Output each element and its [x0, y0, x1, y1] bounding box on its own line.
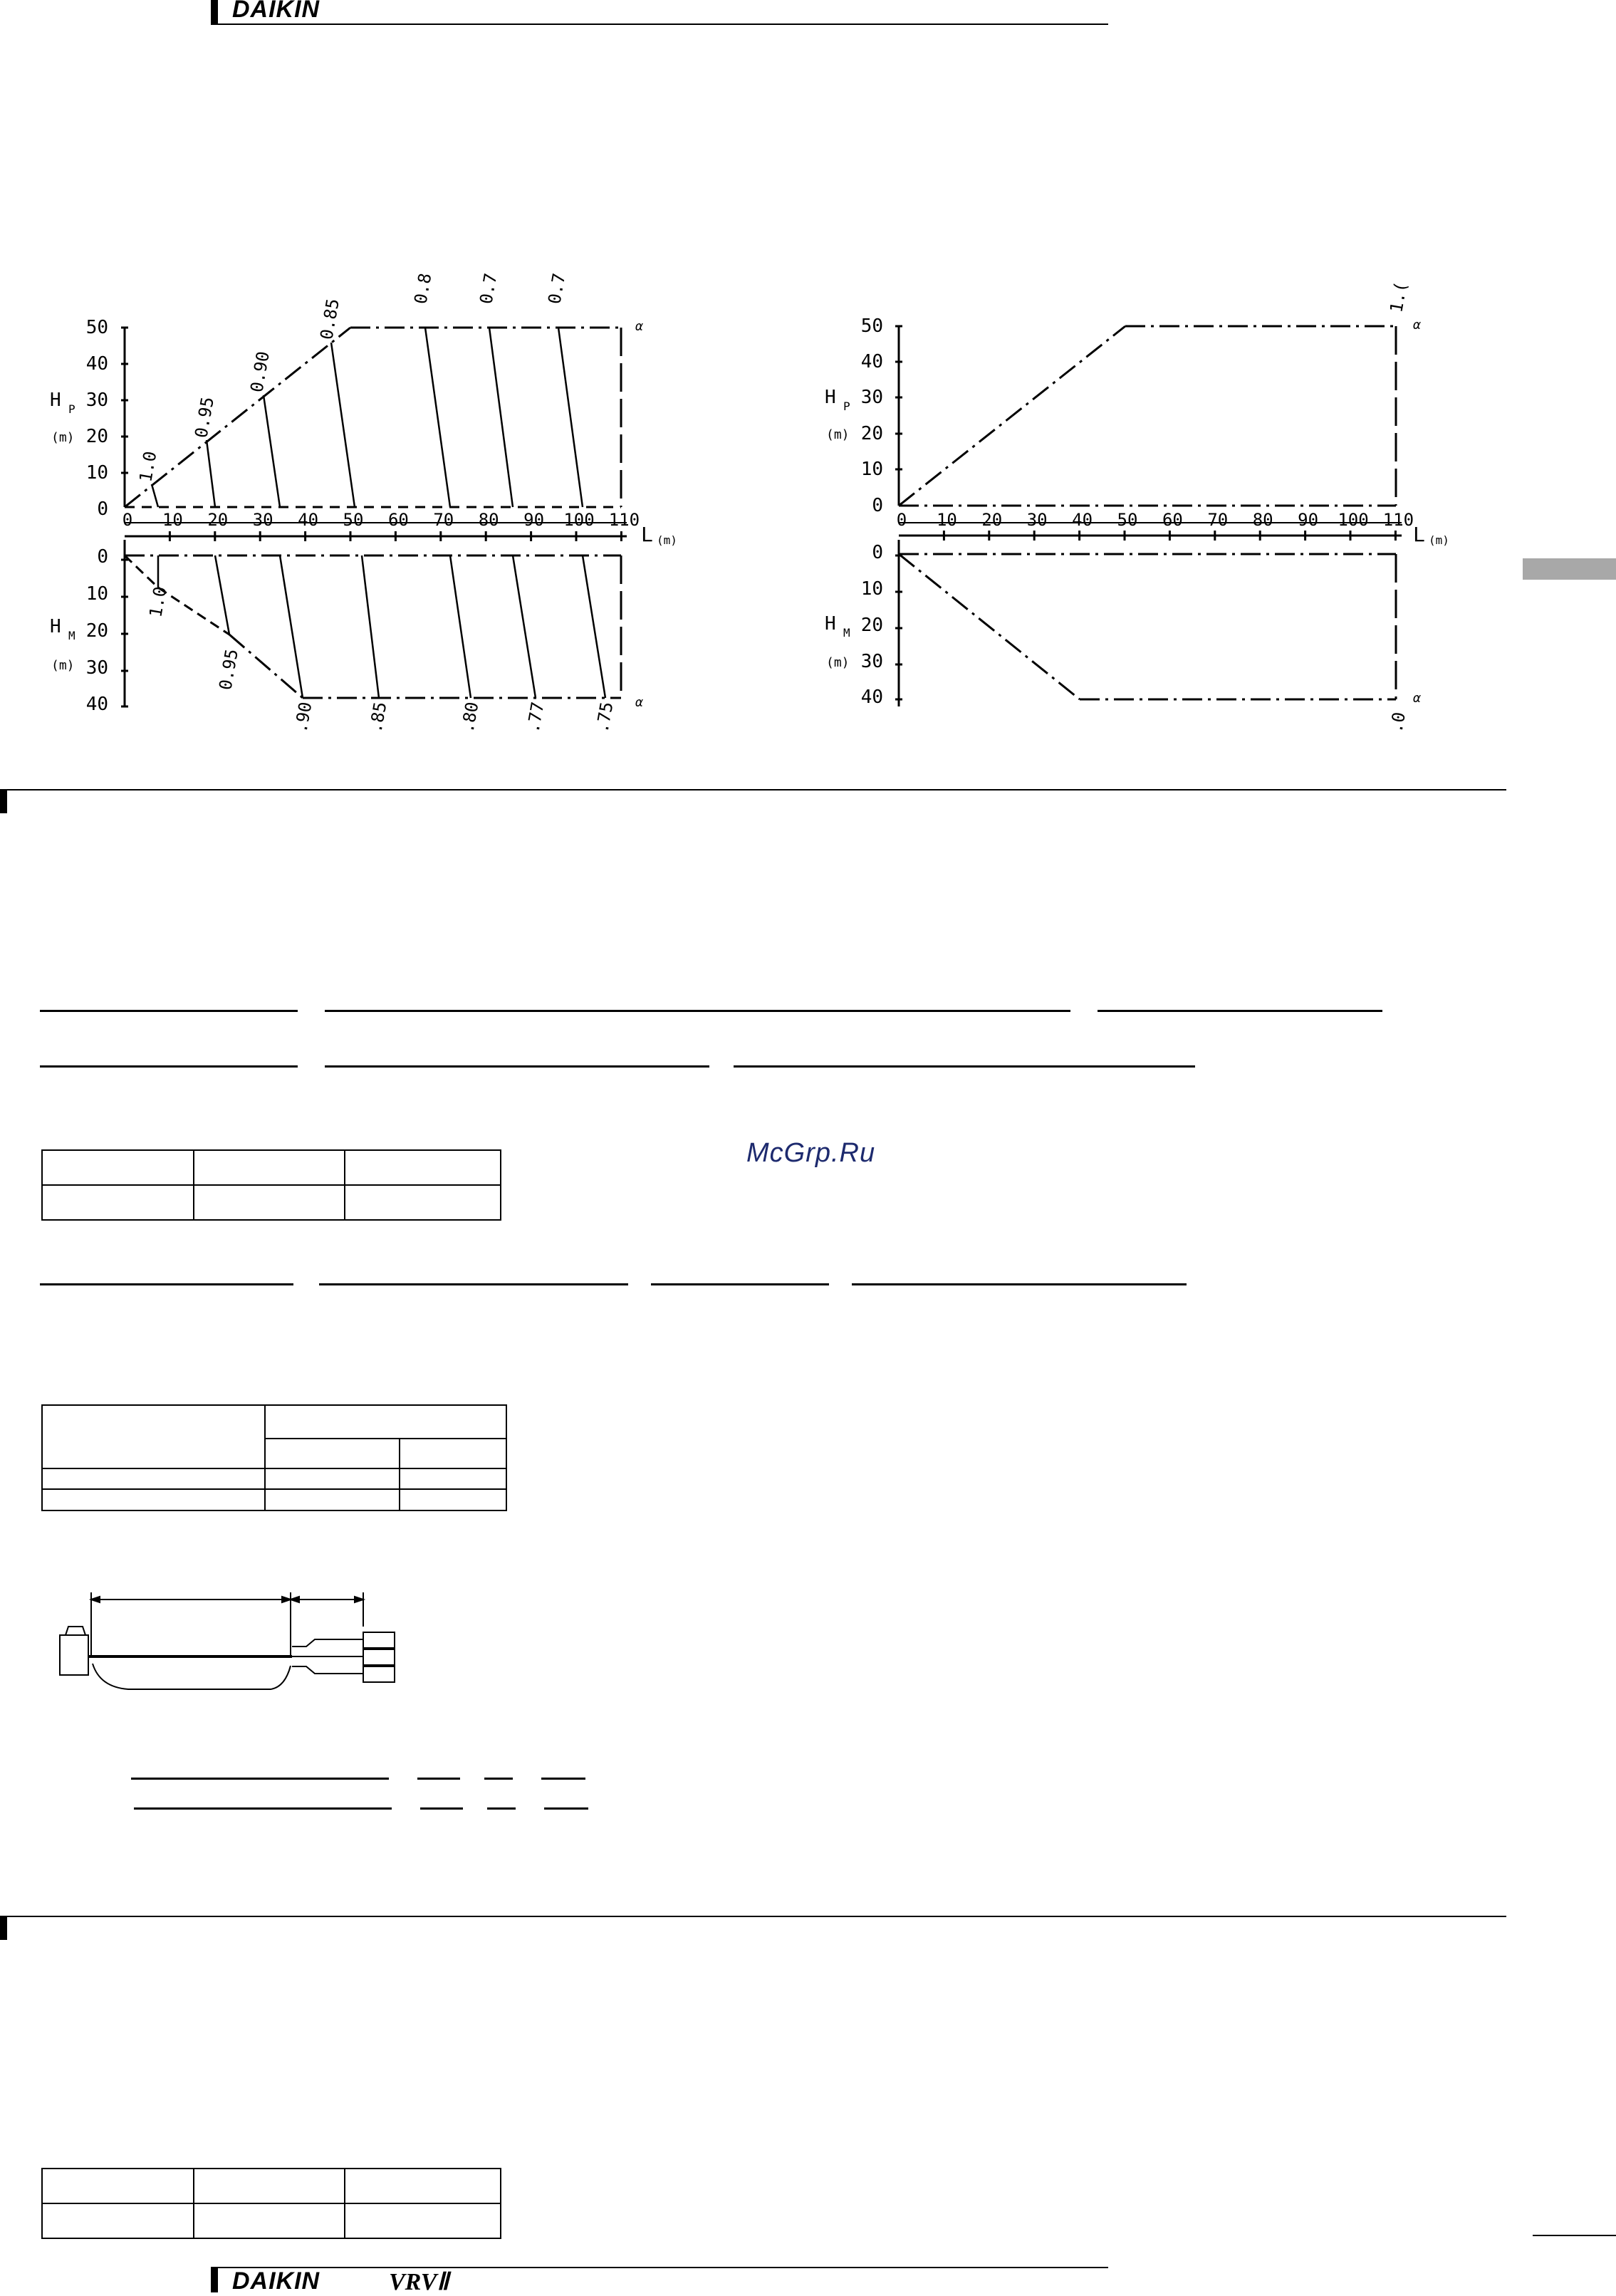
y-tick-label: 20	[860, 423, 883, 444]
ratio-line-label: .90	[291, 700, 316, 735]
form-rule	[484, 1778, 513, 1780]
x-tick-label: 80	[1252, 510, 1273, 530]
y-axis-sub: P	[68, 402, 75, 416]
y-axis-unit: (m)	[826, 427, 850, 442]
x-tick-label: 50	[1117, 510, 1138, 530]
chart-figure	[0, 271, 1616, 755]
x-tick-label: 10	[936, 510, 957, 530]
y-axis-label: H	[50, 616, 61, 637]
ratio-line-label: 1.0	[145, 585, 171, 620]
y-tick-label: 20	[85, 620, 108, 642]
header-bar-marker	[211, 0, 218, 24]
ratio-line-label: 1.(	[1386, 280, 1412, 315]
x-tick-label: 10	[162, 510, 183, 530]
form-rule	[325, 1010, 1070, 1012]
y-axis-sub: M	[68, 629, 75, 642]
form-rule	[852, 1283, 1187, 1285]
ratio-line-label: 0.85	[316, 297, 343, 342]
form-rule	[541, 1778, 585, 1780]
empty-table-3	[41, 2168, 501, 2239]
y-tick-label: 30	[85, 390, 108, 411]
y-tick-label: 10	[860, 578, 883, 600]
x-tick-label: 30	[1026, 510, 1048, 530]
x-tick-label: 110	[1382, 510, 1414, 530]
x-tick-label: 100	[563, 510, 595, 530]
form-rule	[319, 1283, 628, 1285]
ratio-line-label: .80	[457, 700, 483, 735]
footer-brand-logo: DAIKIN	[232, 2268, 320, 2295]
x-tick-label: 0	[122, 510, 133, 530]
alpha-label: α	[635, 695, 643, 710]
ratio-line-label: .75	[592, 700, 617, 735]
alpha-label: α	[1413, 691, 1421, 706]
y-tick-label: 0	[97, 546, 108, 568]
x-tick-label: 100	[1338, 510, 1369, 530]
x-tick-label: 60	[387, 510, 409, 530]
y-tick-label: 10	[85, 583, 108, 605]
footer-rule	[211, 2267, 1108, 2268]
form-rule	[40, 1283, 293, 1285]
ratio-line-label: .77	[523, 700, 548, 735]
empty-table-2	[41, 1404, 507, 1511]
x-tick-label: 40	[298, 510, 319, 530]
ratio-line-label: 0.90	[246, 350, 273, 395]
ratio-line-label: 0.7	[476, 271, 501, 306]
form-rule	[487, 1807, 516, 1810]
y-axis-unit: (m)	[51, 658, 75, 673]
y-tick-label: 30	[860, 651, 883, 672]
x-tick-label: 40	[1072, 510, 1093, 530]
x-tick-label: 30	[252, 510, 273, 530]
form-rule	[40, 1010, 298, 1012]
ratio-line-label: 0.95	[215, 647, 242, 692]
y-tick-label: 50	[860, 315, 883, 337]
x-axis-unit: (m)	[657, 533, 677, 547]
y-tick-label: 40	[860, 687, 883, 708]
ratio-line-label: 1.0	[135, 449, 161, 484]
footer-bar-marker	[211, 2268, 218, 2292]
y-axis-label: H	[825, 387, 836, 408]
form-rule	[417, 1778, 460, 1780]
watermark: McGrp.Ru	[746, 1138, 876, 1168]
right-chart	[895, 326, 1402, 706]
x-tick-label: 50	[343, 510, 364, 530]
y-tick-label: 0	[872, 542, 883, 563]
section-rule-2	[0, 1916, 1506, 1917]
x-tick-label: 110	[608, 510, 640, 530]
x-tick-label: 70	[433, 510, 454, 530]
x-axis-unit: (m)	[1429, 533, 1449, 547]
form-rule	[131, 1778, 389, 1780]
empty-table-1	[41, 1149, 501, 1221]
x-tick-label: 0	[896, 510, 907, 530]
ratio-line-label: .85	[365, 700, 391, 735]
form-rule	[544, 1807, 588, 1810]
footer-page-rule	[1533, 2235, 1616, 2236]
y-tick-label: 20	[860, 615, 883, 636]
y-axis-label: H	[50, 390, 61, 411]
form-rule	[420, 1807, 463, 1810]
section-marker-1	[0, 789, 7, 813]
form-rule	[134, 1807, 392, 1810]
x-tick-label: 60	[1162, 510, 1183, 530]
form-rule	[40, 1065, 298, 1068]
x-tick-label: 20	[207, 510, 229, 530]
y-tick-label: 40	[85, 694, 108, 715]
form-rule	[734, 1065, 1195, 1068]
x-tick-label: 70	[1207, 510, 1229, 530]
alpha-label: α	[1413, 318, 1421, 333]
form-rule	[651, 1283, 829, 1285]
header-rule	[211, 24, 1108, 25]
y-tick-label: 40	[85, 353, 108, 375]
y-tick-label: 0	[872, 495, 883, 516]
y-axis-label: H	[825, 613, 836, 635]
alpha-label: α	[635, 319, 643, 334]
section-marker-2	[0, 1916, 7, 1940]
x-tick-label: 20	[981, 510, 1003, 530]
y-tick-label: 30	[85, 657, 108, 679]
x-tick-label: 90	[1298, 510, 1319, 530]
x-tick-label: 80	[478, 510, 499, 530]
header-brand-logo: DAIKIN	[232, 0, 320, 23]
x-axis-label: L	[641, 523, 653, 546]
y-axis-sub: M	[843, 626, 850, 640]
y-axis-sub: P	[843, 400, 850, 413]
section-rule-1	[0, 789, 1506, 790]
y-axis-unit: (m)	[51, 430, 75, 445]
form-rule	[1098, 1010, 1382, 1012]
y-tick-label: 10	[85, 462, 108, 484]
y-tick-label: 50	[85, 317, 108, 338]
footer-product: VRVⅡ	[389, 2269, 449, 2295]
ratio-line-label: 0.7	[544, 271, 570, 306]
y-tick-label: 30	[860, 387, 883, 408]
x-tick-label: 90	[523, 510, 545, 530]
y-tick-label: 10	[860, 459, 883, 480]
wiring-diagram	[50, 1584, 420, 1712]
ratio-line-label: .0	[1386, 710, 1409, 735]
x-axis-label: L	[1413, 523, 1425, 546]
form-rule	[325, 1065, 709, 1068]
y-tick-label: 0	[97, 499, 108, 520]
ratio-line-label: 0.8	[410, 271, 436, 306]
y-tick-label: 40	[860, 351, 883, 372]
ratio-line-label: 0.95	[191, 395, 218, 440]
left-chart	[121, 328, 627, 706]
y-axis-unit: (m)	[826, 655, 850, 670]
y-tick-label: 20	[85, 426, 108, 447]
